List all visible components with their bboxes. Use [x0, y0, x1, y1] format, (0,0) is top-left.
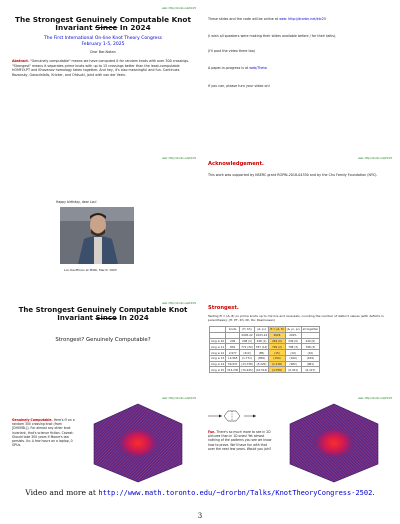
table-cell: 248 (1) [240, 338, 255, 344]
table-cell: (10) [285, 350, 301, 356]
video-on-line: If you can, please turn your video on! [208, 83, 270, 88]
author-name: Dror Bar-Natan [90, 50, 116, 55]
conference-name: The First International On-line Knot Theory Congress [43, 35, 163, 41]
table-cell: (5,220) [254, 361, 269, 367]
computable-text [12, 418, 76, 447]
strongest-question: Strongest? Genuinely Computable? [55, 337, 151, 344]
table-cell: (41,514) [255, 367, 268, 372]
conference-dates: February 1-5, 2025 [81, 42, 125, 48]
table-cell: 313,230 [227, 367, 239, 372]
table-header: (H, Kh) [240, 327, 255, 333]
table-header: Θ = (Δ, θ) [270, 327, 284, 332]
table-subheader: 2005-22 [241, 333, 253, 338]
talk-title: The Strongest Genuinely Computable Knot Invariant Since In 2024 [15, 15, 191, 33]
slide-links [204, 6, 394, 151]
table-cell: (194) [269, 355, 285, 361]
table-subheader: 2023-24 [255, 333, 268, 338]
table-cell: 801 [226, 344, 240, 350]
table-cell: xing ≤ 10 [211, 338, 225, 343]
knot-hexagon-plot [82, 402, 194, 484]
table-cell: (982) [285, 361, 301, 367]
knot-invariant-table [209, 326, 320, 373]
slide-header-link[interactable]: web: http://drorbn.net/ktc25 [162, 302, 196, 305]
fun-heading: Fun. [208, 430, 216, 434]
page-footer [0, 488, 400, 497]
table-cell: 249 (0) [301, 338, 320, 344]
slide-header-link[interactable]: web: http://drorbn.net/ktc25 [358, 157, 392, 160]
table-cell: (4,758) [269, 367, 285, 373]
strongest-intro: Testing Θ = (Δ, θ) on prime knots up to mirrors and reversals, counting the number of distinct values (with deficits in parenthesis): (H: PT, Kh: Kh, Rs: Rasmussen) [208, 314, 384, 322]
talk-title: The Strongest Genuinely Computable Knot Invariant Since In 2024 [18, 306, 188, 323]
slide-acknowledgement [204, 156, 394, 301]
table-cell: (856) [254, 355, 269, 361]
page-number: 3 [197, 512, 203, 520]
table-cell: xing ≤ 13 [211, 356, 225, 361]
table-cell: 249 [226, 338, 240, 344]
table-cell: (214) [240, 350, 255, 356]
table-header: (Δ, ρ₁, ρ₂) [286, 327, 300, 332]
table-subheader: 2025- [285, 332, 301, 338]
table-cell: (70,245) [241, 367, 253, 372]
video-post-line: (I'll post the video there too) [208, 48, 256, 53]
table-cell: 248 (1) [254, 338, 269, 344]
abstract [12, 59, 194, 77]
footer-suffix: . [372, 488, 375, 497]
table-header: (Δ, ρ₁) [254, 327, 269, 333]
slide-birthday [8, 156, 198, 301]
table-cell: 798 (3) [301, 344, 320, 350]
speakers-wish-line: (I wish all speakers were making their slides available before / for their talks). [208, 34, 337, 39]
table-cell: xing ≤ 14 [211, 362, 225, 367]
table-cell: 249 (0) [269, 338, 285, 344]
slide-computable [8, 396, 198, 486]
table-cell: 12,965 [226, 355, 240, 361]
photo-caption: Lou Kauffman at MSRI, March 1993 [64, 268, 117, 272]
table-cell: (1,771) [240, 355, 255, 361]
table-cell: xing ≤ 12 [211, 350, 225, 355]
table-cell: (169) [285, 355, 301, 361]
table-cell: 799 (2) [269, 344, 285, 350]
fun-body: There's so much more to see in 2D pictures than in 1D ones! Yet almost nothing of the patterns you see we know how to prove. We'll have fun with that over the next few years. Would you join? [208, 430, 272, 451]
table-cell: 2,977 [226, 350, 240, 356]
table-cell: (6,127) [301, 367, 320, 373]
table-cell: (15) [269, 350, 285, 356]
slide-fun [204, 396, 394, 486]
table-cell: xing ≤ 15 [211, 367, 225, 372]
slides-online-link[interactable]: web: http://drorbn.net/ktc25 [279, 17, 326, 21]
lou-kauffman-photo [60, 207, 134, 264]
table-cell: (981) [301, 361, 320, 367]
abstract-label: Abstract. [12, 59, 30, 64]
table-cell: (10) [301, 350, 320, 356]
slide-header-link[interactable]: web: http://drorbn.net/ktc25 [162, 7, 196, 10]
table-row [210, 367, 320, 373]
table-cell: (13,738) [241, 362, 253, 367]
slide-header-link[interactable]: web: http://drorbn.net/ktc25 [162, 397, 196, 400]
table-cell: (169) [301, 355, 320, 361]
footer-url-link[interactable]: http://www.math.toronto.edu/~drorbn/Talks/KnotTheoryCongress-2502 [98, 489, 373, 497]
strongest-heading: Strongest. [208, 305, 239, 311]
computable-body: Here's Θ on a random 300 crossing knot (from [DHOEBL]). For almost any other knot invariant, that's science fiction. Caveat: Should take 300 years if Moore's law persists. Us: A few hours on a laptop, 0 GPUs. [12, 418, 75, 448]
slides-online-line: These slides and the code will be online at web: http://drorbn.net/ktc25 [208, 17, 326, 21]
slide-header-link[interactable]: web: http://drorbn.net/ktc25 [162, 157, 196, 160]
table-cell: xing ≤ 11 [211, 344, 225, 349]
birthday-caption: Happy birthday, dear Lou! [56, 200, 97, 204]
acknowledgement-text: This work was supported by NSERC grant RGPIN-2018-04350 and by the Chu Family Foundation (NYC). [208, 173, 378, 177]
table-cell: (85) [254, 350, 269, 356]
fun-text [208, 430, 274, 451]
table-cell: 798 (3) [285, 344, 301, 350]
table-cell: 59,937 [226, 361, 240, 367]
acknowledgement-heading: Acknowledgement. [208, 161, 264, 167]
slide-header-link[interactable]: web: http://drorbn.net/ktc25 [358, 397, 392, 400]
table-cell: (6,341) [285, 367, 301, 373]
knot-hexagon-plot [278, 402, 390, 484]
computable-heading: Genuinely Computable. [12, 418, 53, 422]
paper-line: A paper-in-progress is at web/Theta [208, 66, 267, 71]
table-cell: 771 (30) [241, 344, 253, 349]
table-header: knots [226, 327, 240, 333]
table-cell: (1,118) [269, 361, 285, 367]
table-header: all together [302, 327, 319, 332]
footer-prefix: Video and more at [25, 488, 99, 497]
slide-title [8, 6, 198, 151]
table-cell: 249 (0) [285, 338, 301, 344]
paper-link[interactable]: web/Theta [249, 66, 267, 71]
table-subheader: 2024 [269, 332, 285, 338]
abstract-text: "Genuinely computable" means we have computed it for random knots with over 300 crossings. "Strongest" means it separates prime knots with up to 15 crossings better than the least-computable HOMFLY-PT and Khovanov homology taken together. And hey, it's also meaningful and fun. Continues Rozansky, Garoufalidis, Kricker, and Ohtsuki, joint with van der Veen. [12, 59, 190, 77]
rotation-diagram [206, 408, 266, 424]
table-cell: 787 (14) [255, 344, 268, 349]
